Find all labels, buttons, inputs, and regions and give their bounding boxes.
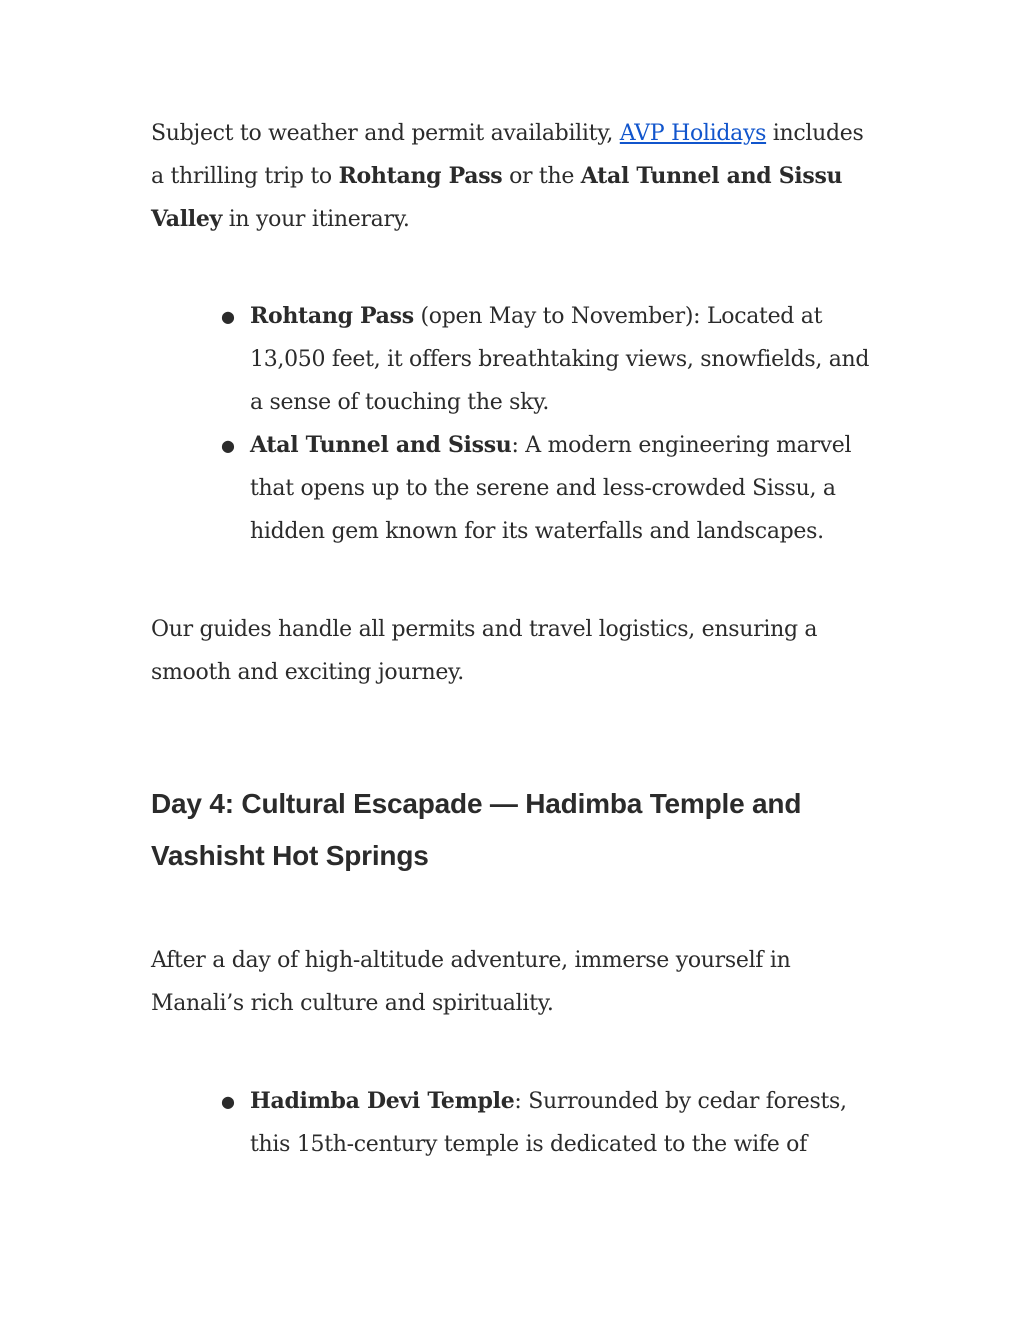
list-item-hadimba xyxy=(221,1080,881,1166)
intro-text-3: or the xyxy=(502,164,581,189)
intro-bold-atal: Atal Tunnel and Sissu Valley xyxy=(151,163,843,232)
bullet-icon: ● xyxy=(221,307,235,326)
list-item-bold: Rohtang Pass xyxy=(250,303,414,329)
guides-paragraph: Our guides handle all permits and travel logistics, ensuring a smooth and exciting journey. xyxy=(151,617,818,685)
intro-bold-rohtang: Rohtang Pass xyxy=(338,163,503,189)
list-item-atal xyxy=(221,424,881,553)
day4-list xyxy=(151,1080,881,1166)
document-page xyxy=(151,112,881,1166)
list-item-rohtang xyxy=(221,295,881,424)
list-item-text: (open May to November): Located at 13,050 feet, it offers breathtaking views, snowfields, and a sense of touching the sky. xyxy=(250,304,870,415)
list-item-bold: Hadimba Devi Temple xyxy=(250,1088,515,1114)
spacer xyxy=(151,882,881,939)
list-item-text: : A modern engineering marvel that opens up to the serene and less-crowded Sissu, a hidden gem known for its waterfalls and landscapes. xyxy=(250,433,852,544)
bullet-icon: ● xyxy=(221,1092,235,1111)
list-item-bold: Atal Tunnel and Sissu xyxy=(250,432,512,458)
spacer xyxy=(151,553,881,608)
bullet-icon: ● xyxy=(221,436,235,455)
intro-text-1: Subject to weather and permit availability, xyxy=(151,121,620,146)
list-item-text: : Surrounded by cedar forests, this 15th-century temple is dedicated to the wife of xyxy=(250,1089,847,1157)
intro-text-4: in your itinerary. xyxy=(222,207,410,232)
spacer xyxy=(151,694,881,778)
intro-text-2: includes a thrilling trip to xyxy=(151,121,864,189)
destinations-list xyxy=(151,295,881,553)
intro-paragraph xyxy=(151,112,881,241)
day4-intro-paragraph: After a day of high-altitude adventure, immerse yourself in Manali’s rich culture and spirituality. xyxy=(151,948,791,1016)
spacer xyxy=(151,241,881,295)
day4-heading: Day 4: Cultural Escapade — Hadimba Temple and Vashisht Hot Springs xyxy=(151,788,802,871)
spacer xyxy=(151,1025,881,1080)
avp-holidays-link[interactable]: AVP Holidays xyxy=(619,121,767,146)
